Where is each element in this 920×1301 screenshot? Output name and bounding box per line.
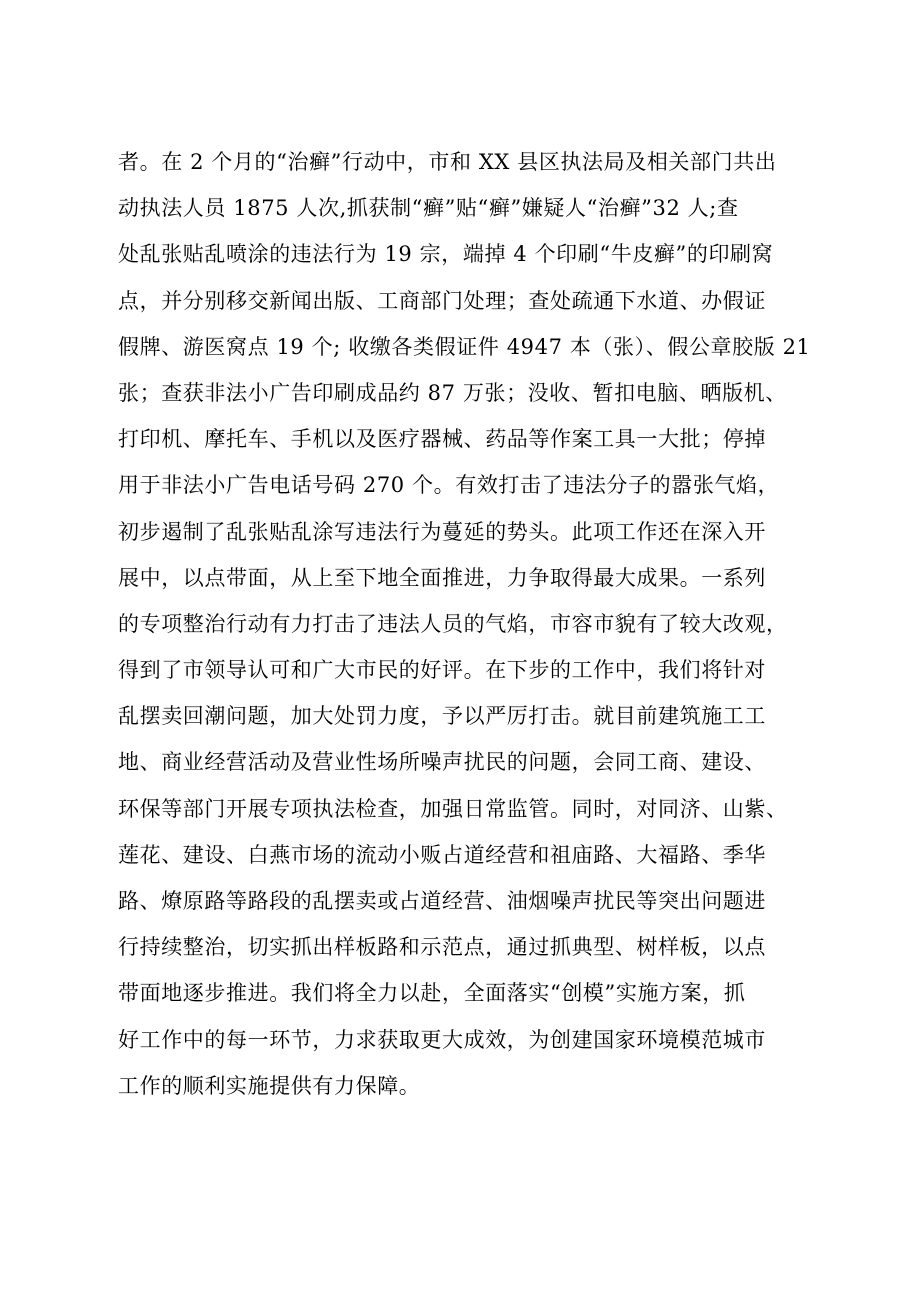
text-line: 的专项整治行动有力打击了违法人员的气焰，市容市貌有了较大改观，	[118, 611, 788, 636]
text-line: 行持续整治，切实抓出样板路和示范点，通过抓典型、树样板，以点	[118, 935, 766, 960]
text-line: 张；查获非法小广告印刷成品约 87 万张；没收、暂扣电脑、晒版机、	[118, 380, 787, 405]
text-line: 地、商业经营活动及营业性场所噪声扰民的问题，会同工商、建设、	[118, 750, 766, 775]
body-paragraph	[118, 139, 848, 1109]
text-line: 用于非法小广告电话号码 270 个。有效打击了违法分子的嚣张气焰，	[118, 473, 780, 498]
text-line: 者。在 2 个月的“治癣”行动中，市和 XX 县区执法局及相关部门共出	[118, 150, 777, 174]
text-line: 乱摆卖回潮问题，加大处罚力度，予以严厉打击。就目前建筑施工工	[118, 704, 766, 729]
text-line: 工作的顺利实施提供有力保障。	[118, 1073, 421, 1098]
text-line: 好工作中的每一环节，力求获取更大成效，为创建国家环境模范城市	[118, 1027, 766, 1052]
text-line: 莲花、建设、白燕市场的流动小贩占道经营和祖庙路、大福路、季华	[118, 842, 766, 867]
text-line: 环保等部门开展专项执法检查，加强日常监管。同时，对同济、山紫、	[118, 796, 788, 821]
text-line: 处乱张贴乱喷涂的违法行为 19 宗，端掉 4 个印刷“牛皮癣”的印刷窝	[118, 242, 774, 267]
text-line: 展中，以点带面，从上至下地全面推进，力争取得最大成果。一系列	[118, 565, 766, 590]
text-line: 得到了市领导认可和广大市民的好评。在下步的工作中，我们将针对	[118, 658, 766, 683]
text-line: 初步遏制了乱张贴乱涂写违法行为蔓延的势头。此项工作还在深入开	[118, 519, 766, 544]
text-line: 带面地逐步推进。我们将全力以赴，全面落实“创模”实施方案，抓	[118, 981, 746, 1006]
text-line: 路、燎原路等路段的乱摆卖或占道经营、油烟噪声扰民等突出问题进	[118, 889, 766, 913]
text-line: 点，并分别移交新闻出版、工商部门处理；查处疏通下水道、办假证	[118, 288, 766, 313]
text-line: 打印机、摩托车、手机以及医疗器械、药品等作案工具一大批；停掉	[118, 427, 766, 452]
text-line: 动执法人员 1875 人次,抓获制“癣”贴“癣”嫌疑人“治癣”32 人;查	[118, 196, 739, 221]
text-line: 假牌、游医窝点 19 个; 收缴各类假证件 4947 本（张）、假公章胶版 21	[118, 334, 811, 359]
